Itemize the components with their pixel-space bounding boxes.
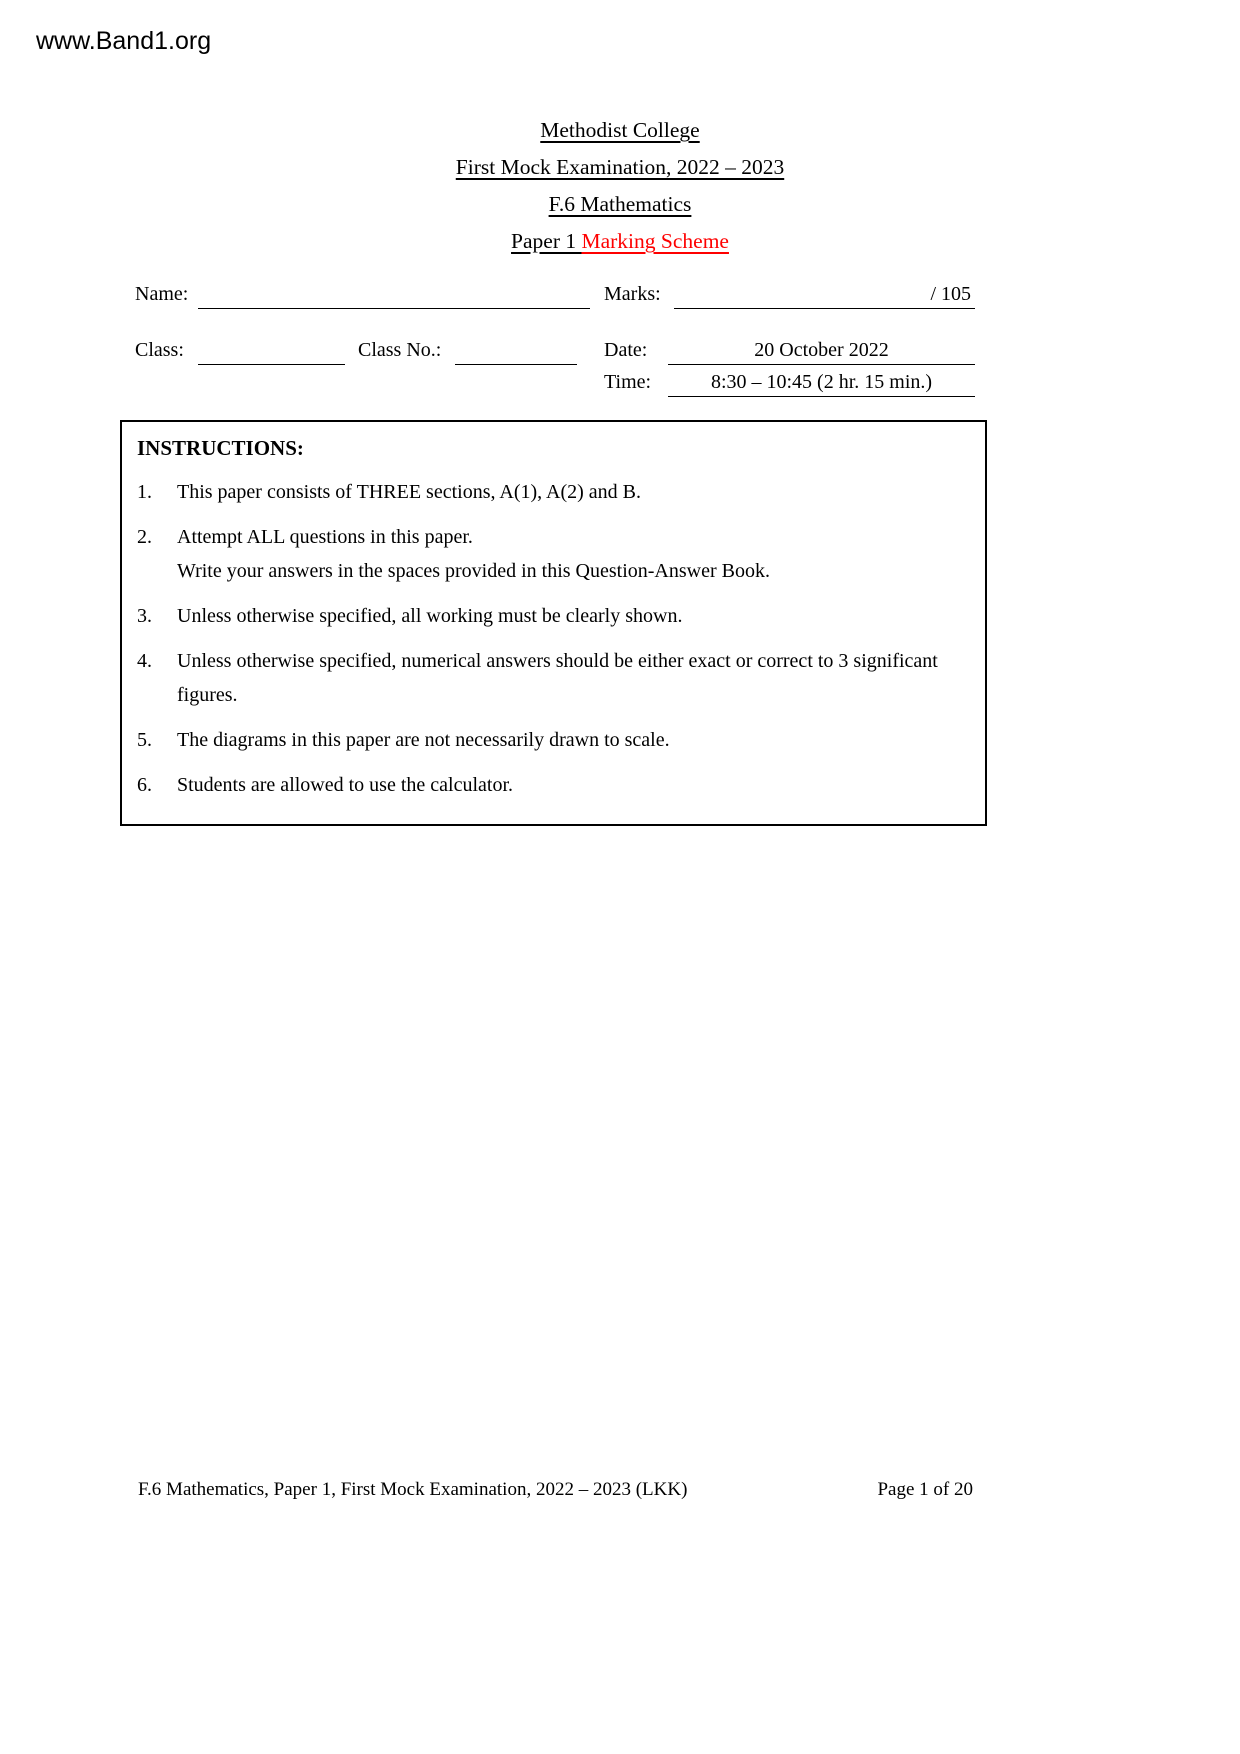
instruction-text: Attempt ALL questions in this paper. Write your answers in the spaces provided in this Question-Answer Book. (177, 526, 770, 582)
footer-page-number: Page 1 of 20 (877, 1479, 973, 1500)
marks-field-line: / 105 (674, 283, 975, 309)
class-label: Class: (135, 339, 184, 361)
instruction-number: 3. (137, 605, 152, 627)
class-field-line (198, 339, 345, 365)
instruction-text: Unless otherwise specified, numerical answers should be either exact or correct to 3 significant figures. (177, 650, 938, 706)
subject-title: F.6 Mathematics (548, 192, 692, 216)
marking-scheme-label: Marking Scheme (581, 229, 729, 253)
instruction-number: 2. (137, 526, 152, 548)
instruction-text: The diagrams in this paper are not necessarily drawn to scale. (177, 729, 670, 751)
school-title: Methodist College (540, 118, 700, 142)
instruction-item-4 (137, 644, 965, 712)
footer-document-title: F.6 Mathematics, Paper 1, First Mock Examination, 2022 – 2023 (LKK) (138, 1479, 688, 1500)
site-watermark: www.Band1.org (36, 27, 212, 55)
instruction-number: 6. (137, 774, 152, 796)
instruction-item-3 (137, 599, 965, 633)
instruction-text: Students are allowed to use the calculator. (177, 774, 514, 796)
name-field-line (198, 283, 590, 309)
instruction-item-5 (137, 723, 965, 757)
instruction-item-6 (137, 768, 965, 802)
exam-title: First Mock Examination, 2022 – 2023 (455, 155, 785, 179)
instruction-number: 4. (137, 650, 152, 672)
time-field-line: 8:30 – 10:45 (2 hr. 15 min.) (668, 371, 975, 397)
paper-title: Paper 1 Marking Scheme (511, 229, 729, 253)
time-label: Time: (604, 371, 652, 393)
instructions-title: INSTRUCTIONS: (137, 436, 304, 460)
instruction-text: This paper consists of THREE sections, A(1), A(2) and B. (177, 481, 642, 503)
instructions-box (120, 420, 987, 826)
instruction-number: 5. (137, 729, 152, 751)
marks-label: Marks: (604, 283, 661, 305)
instruction-item-1 (137, 475, 965, 509)
header-titles (0, 112, 1240, 260)
instruction-number: 1. (137, 481, 152, 503)
instruction-item-2 (137, 520, 965, 588)
date-field-line: 20 October 2022 (668, 339, 975, 365)
date-label: Date: (604, 339, 648, 361)
instruction-text: Unless otherwise specified, all working must be clearly shown. (177, 605, 683, 627)
class-no-field-line (455, 339, 577, 365)
class-no-label: Class No.: (358, 339, 442, 361)
name-label: Name: (135, 283, 189, 305)
